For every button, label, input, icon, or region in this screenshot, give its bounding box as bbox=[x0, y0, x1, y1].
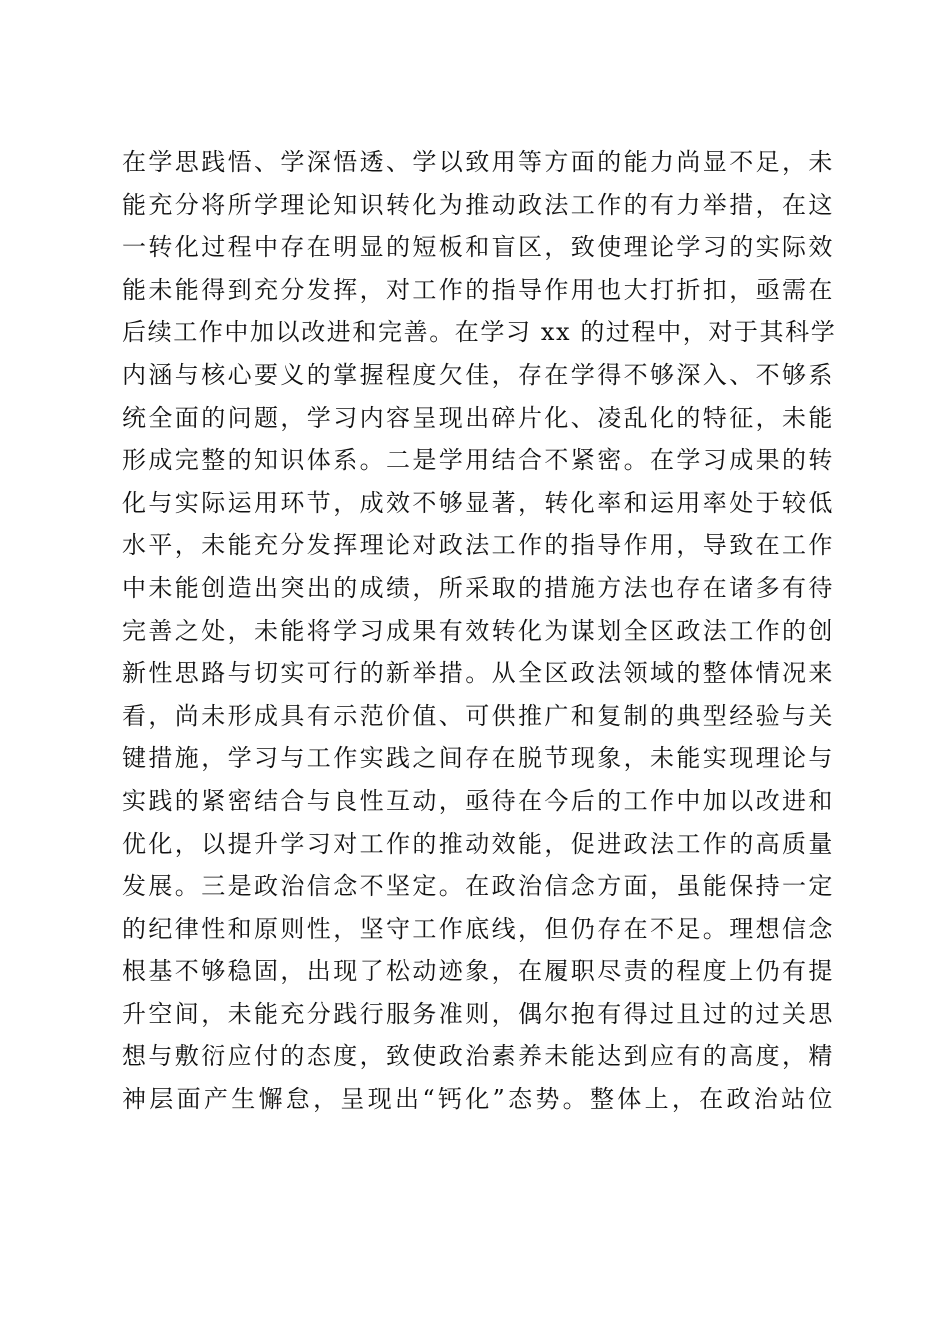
text-line: 完善之处，未能将学习成果有效转化为谋划全区政法工作的创 bbox=[122, 616, 834, 645]
text-line: 看，尚未形成具有示范价值、可供推广和复制的典型经验与关 bbox=[122, 701, 834, 730]
text-line: 新性思路与切实可行的新举措。从全区政法领域的整体情况来 bbox=[122, 659, 834, 688]
text-line: 神层面产生懈怠，呈现出“钙化”态势。整体上，在政治站位 bbox=[122, 1085, 834, 1114]
text-line: 形成完整的知识体系。二是学用结合不紧密。在学习成果的转 bbox=[122, 446, 834, 475]
text-line: 水平，未能充分发挥理论对政法工作的指导作用，导致在工作 bbox=[122, 531, 834, 560]
text-line: 一转化过程中存在明显的短板和盲区，致使理论学习的实际效 bbox=[122, 233, 834, 262]
text-line: 能充分将所学理论知识转化为推动政法工作的有力举措，在这 bbox=[122, 190, 834, 219]
text-line: 的纪律性和原则性，坚守工作底线，但仍存在不足。理想信念 bbox=[122, 914, 834, 943]
text-line: 优化，以提升学习对工作的推动效能，促进政法工作的高质量 bbox=[122, 829, 834, 858]
text-line: 根基不够稳固，出现了松动迹象，在履职尽责的程度上仍有提 bbox=[122, 957, 834, 986]
text-line: 发展。三是政治信念不坚定。在政治信念方面，虽能保持一定 bbox=[122, 872, 834, 901]
text-line: 键措施，学习与工作实践之间存在脱节现象，未能实现理论与 bbox=[122, 744, 834, 773]
text-line: 想与敷衍应付的态度，致使政治素养未能达到应有的高度，精 bbox=[122, 1042, 834, 1071]
text-line: 实践的紧密结合与良性互动，亟待在今后的工作中加以改进和 bbox=[122, 786, 834, 815]
text-line: 中未能创造出突出的成绩，所采取的措施方法也存在诸多有待 bbox=[122, 573, 834, 602]
text-line: 统全面的问题，学习内容呈现出碎片化、凌乱化的特征，未能 bbox=[122, 403, 834, 432]
text-line: 内涵与核心要义的掌握程度欠佳，存在学得不够深入、不够系 bbox=[122, 360, 834, 389]
text-line: 在学思践悟、学深悟透、学以致用等方面的能力尚显不足，未 bbox=[122, 148, 834, 176]
text-line: 化与实际运用环节，成效不够显著，转化率和运用率处于较低 bbox=[122, 488, 834, 517]
text-line: 能未能得到充分发挥，对工作的指导作用也大打折扣，亟需在 bbox=[122, 275, 834, 304]
body-paragraph bbox=[122, 141, 837, 1121]
text-line: 升空间，未能充分践行服务准则，偶尔抱有得过且过的过关思 bbox=[122, 999, 834, 1028]
text-line: 后续工作中加以改进和完善。在学习 xx 的过程中，对于其科学 bbox=[122, 318, 837, 347]
